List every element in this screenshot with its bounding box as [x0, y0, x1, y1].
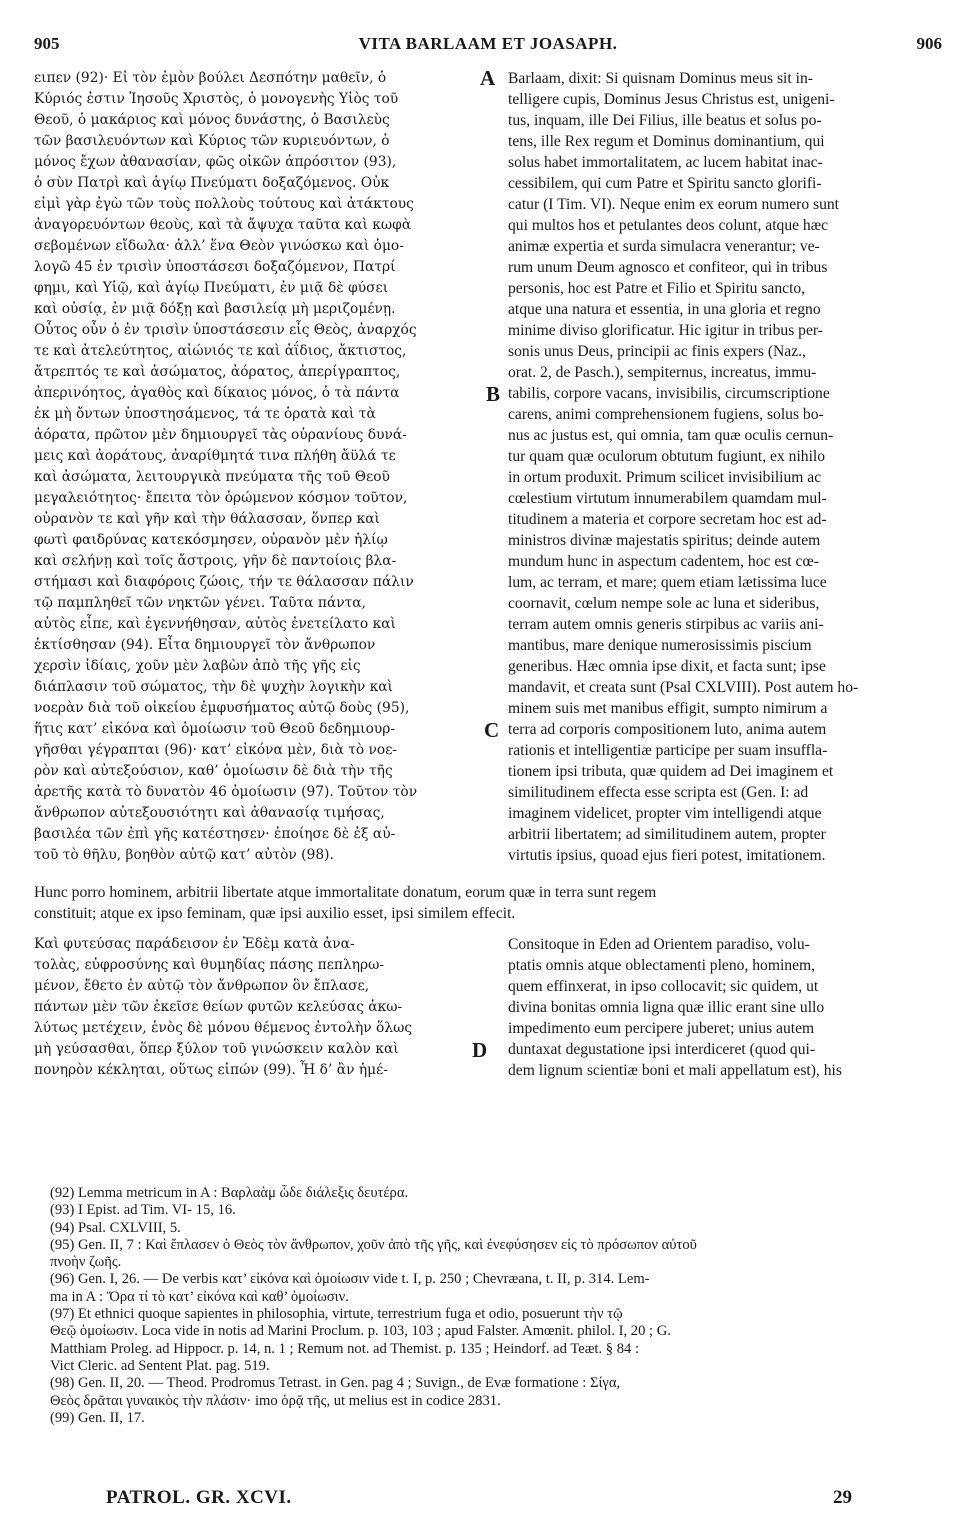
greek-line: τοῦ τὸ θῆλυ, βοηθὸν αὐτῷ κατ’ αὐτὸν (98).	[34, 847, 334, 863]
greek-line: μεις καὶ ἀοράτους, ἀναρίθμητά τινα πλήθη ἄϋλά τε	[34, 448, 396, 464]
greek-line: ἀναγορευόντων θεοὺς, καὶ τὰ ἄψυχα ταῦτα καὶ κωφὰ	[34, 217, 412, 233]
latin-line: divina bonitas omnia ligna quæ illic erant sine ullo	[508, 999, 825, 1016]
left-column-number: 905	[34, 34, 60, 53]
greek-line: τῶν βασιλευόντων καὶ Κύριος τῶν κυριευόντων, ὁ	[34, 133, 390, 149]
page-footer	[106, 1487, 852, 1511]
footnote-line: Matthiam Proleg. ad Hippocr. p. 14, n. 1 ; Remum not. ad Themist. p. 135 ; Heindorf. ad Teæt. § 84 :	[50, 1340, 640, 1357]
latin-line: animæ expertia et surda simulacra venerantur; ve-	[508, 238, 820, 255]
latin-line: quem effinxerat, in ipso collocavit; sic quidem, ut	[508, 978, 819, 995]
greek-line: λογῶ 45 ἐν τρισὶν ὑποστάσεσι δοξαζόμενον, Πατρί	[34, 259, 396, 275]
margin-marker-d: D	[472, 1038, 488, 1062]
greek-line: ὁ σὺν Πατρὶ καὶ ἁγίῳ Πνεύματι δοξαζόμενος. Οὐκ	[34, 175, 390, 191]
right-column-number: 906	[916, 34, 942, 53]
footnote-line: (93) I Epist. ad Tim. VI- 15, 16.	[50, 1202, 236, 1219]
latin-line: nus ac justus est, qui omnia, tam quæ oculis cernun-	[508, 427, 834, 444]
latin-line: carens, animi comprehensionem fugiens, solus bo-	[508, 406, 824, 423]
latin-line: similitudinem effecta esse scripta est (Gen. I: ad	[508, 784, 809, 801]
greek-line: καὶ σελήνῃ καὶ τοῖς ἄστροις, γῆν δὲ παντοίοις βλα-	[34, 553, 397, 569]
latin-line: mantibus, mare denique numerosissimis piscium	[508, 637, 812, 654]
latin-line: in ortum produxit. Primum scilicet invisibilium ac	[508, 469, 822, 486]
latin-line: solus habet immortalitatem, ac lucem habitat inac-	[508, 154, 823, 171]
parallel-text-top	[34, 68, 942, 866]
footnote-line: Θεῷ ὁμοίωσιν. Loca vide in notis ad Marini Proclum. p. 103, 103 ; apud Falster. Amœnit. philol. I, 20 ; G.	[50, 1323, 671, 1340]
greek-line: ἐκτίσθησαν (94). Εἶτα δημιουργεῖ τὸν ἄνθρωπον	[34, 637, 376, 653]
latin-line: minime diviso glorificatur. Hic igitur in tribus per-	[508, 322, 823, 339]
greek-line: ἄνθρωπον αὐτεξουσιότητι καὶ ἀθανασίᾳ τιμήσας,	[34, 805, 385, 821]
latin-line: mandavit, et creata sunt (Psal CXLVIII). Post autem ho-	[508, 679, 859, 696]
latin-line: terram autem omnis generis stirpibus ac variis ani-	[508, 616, 824, 633]
greek-line: χερσὶν ἰδίαις, χοῦν μὲν λαβὼν ἀπὸ τῆς γῆς εἰς	[34, 658, 361, 674]
greek-line: φωτὶ φαιδρύνας κατεκόσμησεν, οὐρανὸν μὲν ἡλίῳ	[34, 532, 388, 548]
footnote-line: Vict Cleric. ad Sentent Plat. pag. 519.	[50, 1357, 270, 1374]
greek-line: πάντων μὲν τῶν ἐκεῖσε θείων φυτῶν κελεύσας ἀκω-	[34, 999, 403, 1015]
latin-line: titudinem a materia et corpore secretam hoc est ad-	[508, 511, 827, 528]
latin-line: tionem ipsi tributa, quæ quidem ad Dei imaginem et	[508, 763, 834, 780]
full-width-paragraph	[34, 882, 934, 924]
greek-line: Θεοῦ, ὁ μακάριος καὶ μόνος δυνάστης, ὁ Βασιλεὺς	[34, 112, 390, 128]
greek-column	[34, 68, 484, 866]
greek-line: τῷ παμπληθεῖ τῶν νηκτῶν γένει. Ταῦτα πάντα,	[34, 595, 366, 611]
greek-line: φημι, καὶ Υἱῷ, καὶ ἁγίῳ Πνεύματι, ἐν μιᾷ δὲ φύσει	[34, 280, 389, 296]
latin-line: duntaxat degustatione ipsi interdiceret (quod qui-	[508, 1041, 816, 1058]
footnote-line: (96) Gen. I, 26. — De verbis κατ’ εἰκόνα καὶ ὁμοίωσιν vide t. I, p. 250 ; Chevræana, t. II, p. 314. Lem-	[50, 1271, 650, 1288]
greek-line: Καὶ φυτεύσας παράδεισον ἐν Ἐδὲμ κατὰ ἀνα-	[34, 936, 355, 952]
latin-line: terra ad corporis compositionem luto, anima autem	[508, 721, 827, 738]
greek-line: ρὸν καὶ αὐτεξούσιον, καθ’ ὁμοίωσιν δὲ διὰ τὴν τῆς	[34, 763, 393, 779]
greek-line: μὴ γεύσασθαι, ὅπερ ξύλον τοῦ γινώσκειν καλὸν καὶ	[34, 1041, 399, 1057]
latin-line: qui multos hos et petulantes deos colunt, atque hæc	[508, 217, 829, 234]
volume-signature: PATROL. GR. XCVI.	[106, 1487, 292, 1508]
greek-line: εἰμὶ γὰρ ἐγὼ τῶν τοὺς πολλοὺς τούτους καὶ ἀτάκτους	[34, 196, 414, 212]
latin-line: ptatis omnis atque oblectamenti pleno, hominem,	[508, 957, 816, 974]
greek-column-bottom	[34, 934, 484, 1081]
margin-marker-a: A	[480, 66, 496, 90]
footnote-line: Θεὸς δρᾶται γυναικὸς τὴν πλάσιν· imo ὁρᾷ τῆς, ut melius est in codice 2831.	[50, 1392, 501, 1409]
latin-line: coornavit, cœlum nempe sole ac luna et sideribus,	[508, 595, 820, 612]
footnote-line: (92) Lemma metricum in A : Βαρλαὰμ ὧδε διάλεξις δευτέρα.	[50, 1185, 409, 1201]
latin-line: sonis unus Deus, principii ac finis expers (Naz.,	[508, 343, 806, 360]
latin-column-bottom	[508, 934, 942, 1081]
margin-marker-c: C	[484, 718, 500, 742]
signature-number: 29	[833, 1487, 852, 1508]
latin-line: rationis et intelligentiæ participe per suam insuffla-	[508, 742, 828, 759]
greek-line: ἀρετῆς κατὰ τὸ δυνατὸν 46 ὁμοίωσιν (97). Τοῦτον τὸν	[34, 784, 418, 800]
latin-line: Barlaam, dixit: Si quisnam Dominus meus sit in-	[508, 70, 813, 87]
footnotes	[50, 1185, 930, 1427]
latin-line: tabilis, corpore vacans, invisibilis, circumscriptione	[508, 385, 830, 402]
greek-line: Οὗτος οὖν ὁ ἐν τρισὶν ὑποστάσεσιν εἷς Θεὸς, ἀναρχός	[34, 322, 417, 338]
greek-line: ἐκ μὴ ὄντων ὑποστησάμενος, τά τε ὁρατὰ καὶ τὰ	[34, 406, 376, 422]
latin-line: generibus. Hæc omnia ipse dixit, et facta sunt; ipse	[508, 658, 826, 675]
parallel-text-bottom	[34, 934, 942, 1084]
greek-line: βασιλέα τῶν ἐπὶ γῆς κατέστησεν· ἐποίησε δὲ ἐξ αὐ-	[34, 826, 396, 842]
greek-line: τε καὶ ἀτελεύτητος, αἰώνιός τε καὶ ἀΐδιος, ἄκτιστος,	[34, 343, 407, 359]
latin-line: rum unum Deum agnosco et confiteor, qui in tribus	[508, 259, 828, 276]
greek-line: μένον, ἔθετο ἐν αὐτῷ τὸν ἄνθρωπον ὃν ἔπλασε,	[34, 978, 370, 994]
footnote-line: (97) Et ethnici quoque sapientes in philosophia, virtute, terrestrium fuga et odio, posuerunt τὴν τῷ	[50, 1306, 623, 1323]
footnote-line: (98) Gen. II, 20. — Theod. Prodromus Tetrast. in Gen. pag 4 ; Suvign., de Evæ formatione : Σίγα,	[50, 1375, 621, 1392]
greek-line: τολὰς, εὐφροσύνης καὶ θυμηδίας πάσης πεπληρω-	[34, 957, 384, 973]
latin-line: personis, hoc est Patre et Filio et Spiritu sancto,	[508, 280, 806, 297]
greek-line: διάπλασιν τοῦ σώματος, τὴν δὲ ψυχὴν λογικὴν καὶ	[34, 679, 393, 695]
latin-line: catur (I Tim. VI). Neque enim ex eorum numero sunt	[508, 196, 840, 213]
greek-line: ἄτρεπτός τε καὶ ἀσώματος, ἀόρατος, ἀπερίγραπτος,	[34, 364, 401, 380]
greek-line: αὐτὸς εἶπε, καὶ ἐγεννήθησαν, αὐτὸς ἐνετείλατο καὶ	[34, 616, 396, 632]
greek-line: καὶ οὐσίᾳ, ἐν μιᾷ δόξῃ καὶ βασιλείᾳ μὴ μεριζομένῃ.	[34, 301, 396, 317]
greek-line: ειπεν (92)· Εἰ τὸν ἐμὸν βούλει Δεσπότην μαθεῖν, ὁ	[34, 70, 387, 86]
latin-column	[508, 68, 942, 866]
full-width-line: constituit; atque ex ipso feminam, quæ ipsi auxilio esset, ipsi similem effecit.	[34, 905, 516, 922]
greek-line: καὶ ἀσώματα, λειτουργικὰ πνεύματα τῆς τοῦ Θεοῦ	[34, 469, 390, 485]
greek-line: στήμασι καὶ διαφόροις ζώοις, τήν τε θάλασσαν πάλιν	[34, 574, 414, 590]
latin-line: arbitrii libertatem; ad similitudinem autem, propter	[508, 826, 826, 843]
latin-line: Consitoque in Eden ad Orientem paradiso, volu-	[508, 936, 810, 953]
latin-line: telligere cupis, Dominus Jesus Christus est, unigeni-	[508, 91, 835, 108]
greek-line: ἀπερινόητος, ἀγαθὸς καὶ δίκαιος μόνος, ὁ τὰ πάντα	[34, 385, 400, 401]
latin-line: cessibilem, qui cum Patre et Spiritu sancto glorifi-	[508, 175, 822, 192]
greek-line: νοερὰν διὰ τοῦ οἰκείου ἐμφυσήματος αὐτῷ δοὺς (95),	[34, 700, 410, 716]
greek-line: ἀόρατα, πρῶτον μὲν δημιουργεῖ τὰς οὐρανίους δυνά-	[34, 427, 407, 443]
greek-line: οὐρανὸν τε καὶ γῆν καὶ τὴν θάλασσαν, ὅνπερ καὶ	[34, 511, 380, 527]
footnote-line: (99) Gen. II, 17.	[50, 1409, 145, 1426]
latin-line: impedimento eum percipere juberet; unius autem	[508, 1020, 815, 1037]
footnote-line: (95) Gen. II, 7 : Καὶ ἔπλασεν ὁ Θεὸς τὸν ἄνθρωπον, χοῦν ἀπὸ τῆς γῆς, καὶ ἐνεφύσησεν εἰς τὸ πρόσωπον αὐτοῦ	[50, 1236, 697, 1253]
latin-line: atque una natura et essentia, in una gloria et regno	[508, 301, 821, 318]
greek-line: πονηρὸν κέκληται, οὕτως εἰπών (99). Ἧ δ’ ἂν ἡμέ-	[34, 1062, 388, 1078]
footnote-line: πνοὴν ζωῆς.	[50, 1254, 122, 1271]
latin-line: cœlestium virtutum innumerabilem quamdam mul-	[508, 490, 827, 507]
latin-line: virtutis ipsius, quoad ejus fieri potest, imitationem.	[508, 847, 826, 864]
greek-line: σεβομένων εἴδωλα· ἀλλ’ ἕνα Θεὸν γινώσκω καὶ ὁμο-	[34, 238, 404, 254]
footnote-line: ma in A : Ὅρα τί τὸ κατ’ εἰκόνα καὶ καθ’ ὁμοίωσιν.	[50, 1288, 349, 1305]
latin-line: orat. 2, de Pasch.), sempiternus, increatus, immu-	[508, 364, 817, 381]
running-header	[34, 34, 942, 56]
greek-line: Κύριός ἐστιν Ἰησοῦς Χριστὸς, ὁ μονογενὴς Υἱὸς τοῦ	[34, 91, 399, 107]
latin-line: mundum hunc in aspectum cadentem, hoc est cœ-	[508, 553, 819, 570]
latin-line: dem lignum scientiæ boni et mali appellatum est), his	[508, 1062, 842, 1079]
footnote-line: (94) Psal. CXLVIII, 5.	[50, 1219, 181, 1236]
running-title: VITA BARLAAM ET JOASAPH.	[358, 34, 618, 53]
latin-line: tens, ille Rex regum et Dominus dominantium, qui	[508, 133, 825, 150]
greek-line: λύτως μετέχειν, ἑνὸς δὲ μόνου θέμενος ἐντολὴν ὅλως	[34, 1020, 413, 1036]
greek-line: μόνος ἔχων ἀθανασίαν, φῶς οἰκῶν ἀπρόσιτον (93),	[34, 154, 397, 170]
latin-line: imaginem videlicet, propter vim intelligendi atque	[508, 805, 822, 822]
latin-line: lum, ac terram, et mare; quem etiam lætissima luce	[508, 574, 827, 591]
latin-line: tus, inquam, ille Dei Filius, ille beatus et solus po-	[508, 112, 822, 129]
latin-line: tur quam quæ oculorum obtutum fugiunt, ex nihilo	[508, 448, 826, 465]
greek-line: ἥτις κατ’ εἰκόνα καὶ ὁμοίωσιν τοῦ Θεοῦ δεδημιουρ-	[34, 721, 396, 737]
margin-marker-b: B	[486, 382, 501, 406]
latin-line: ministros divinæ majestatis spiritus; deinde autem	[508, 532, 821, 549]
greek-line: γῆσθαι γέγραπται (96)· κατ’ εἰκόνα μὲν, διὰ τὸ νοε-	[34, 742, 398, 758]
greek-line: μεγαλειότητος· ἔπειτα τὸν ὁρώμενον κόσμον τοῦτον,	[34, 490, 408, 506]
full-width-line: Hunc porro hominem, arbitrii libertate atque immortalitate donatum, eorum quæ in terra sunt regem	[34, 884, 657, 901]
latin-line: minem suis met manibus effigit, sumpto nimirum a	[508, 700, 828, 717]
